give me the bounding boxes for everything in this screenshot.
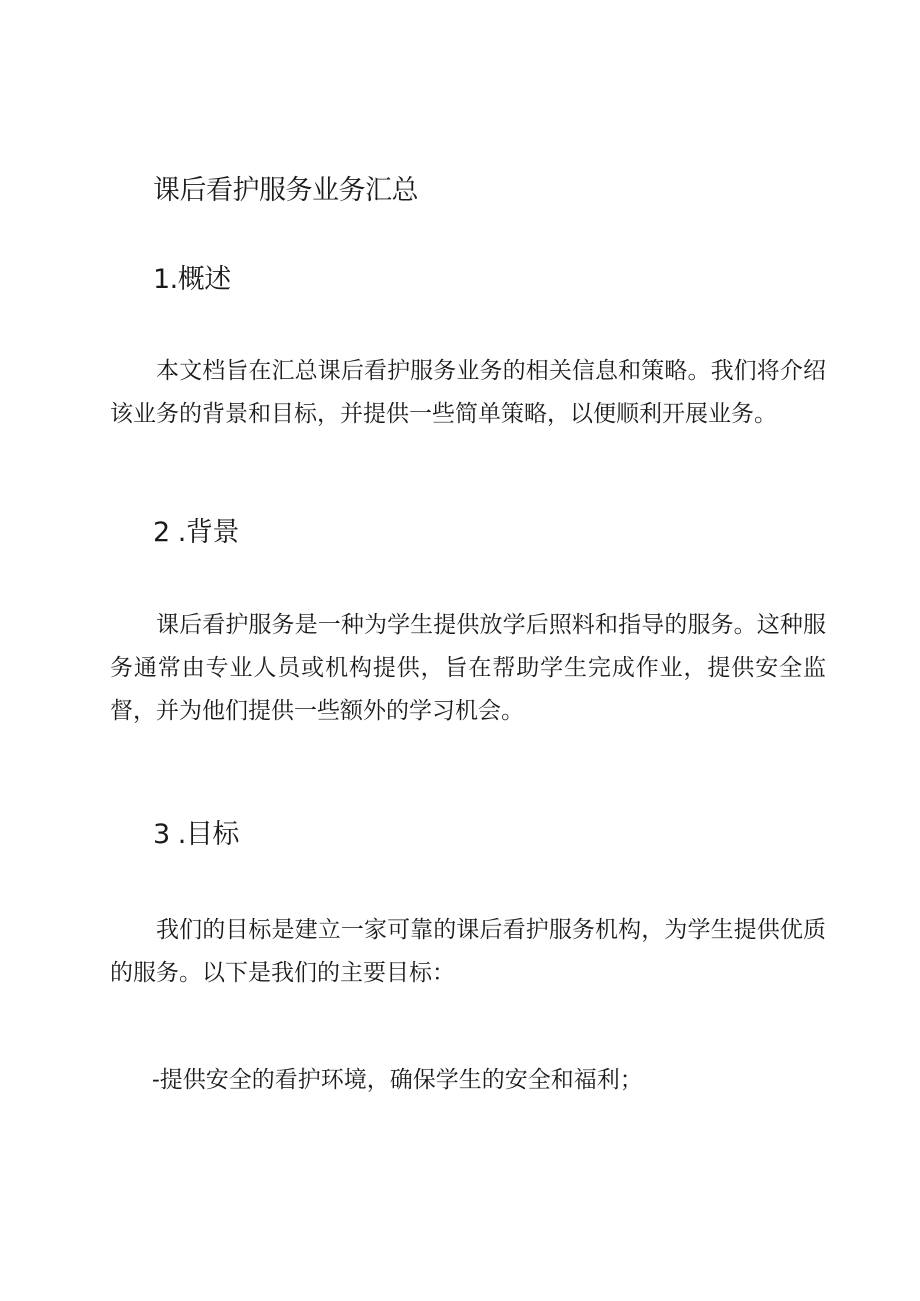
document-title: 课后看护服务业务汇总 [153,175,418,206]
section-heading-goals: 3 .目标 [153,819,239,850]
background-paragraph: 课后看护服务是一种为学生提供放学后照料和指导的服务。这种服务通常由专业人员或机构提供，旨在帮助学生完成作业，提供安全监督，并为他们提供一些额外的学习机会。 [110,612,826,724]
goals-list-item: -提供安全的看护环境，确保学生的安全和福利； [152,1067,643,1093]
section-heading-background: 2 .背景 [153,517,239,548]
goals-paragraph: 我们的目标是建立一家可靠的课后看护服务机构，为学生提供优质的服务。以下是我们的主要目标： [110,917,826,986]
section-heading-overview: 1.概述 [153,264,231,295]
overview-paragraph: 本文档旨在汇总课后看护服务业务的相关信息和策略。我们将介绍该业务的背景和目标，并提供一些简单策略，以便顺利开展业务。 [110,358,826,427]
